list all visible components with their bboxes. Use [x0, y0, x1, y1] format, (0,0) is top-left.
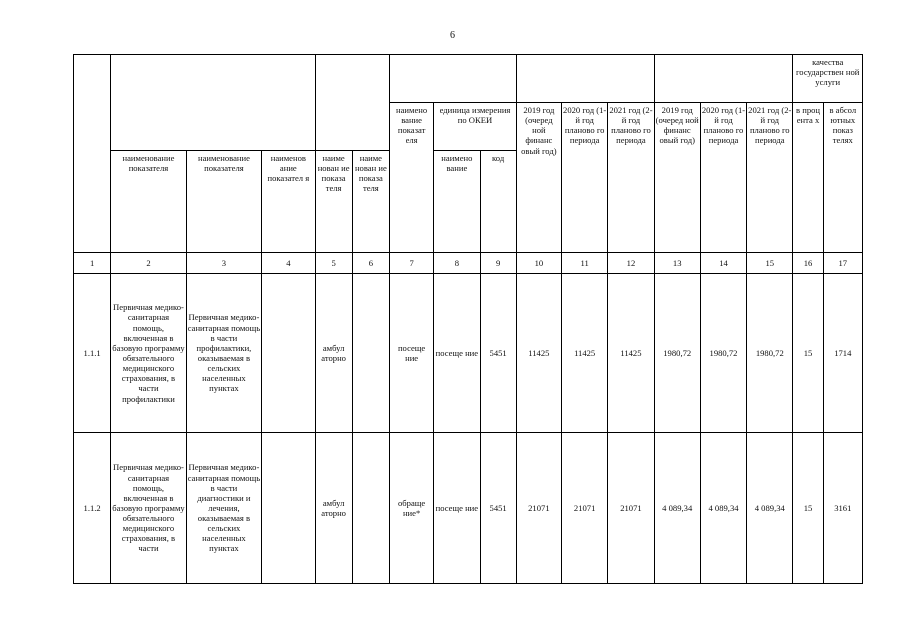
header-cell-5: наиме нован ие показа теля: [315, 151, 352, 253]
value-cell: 21071: [516, 433, 561, 584]
header-cell-16: в проц ента х: [793, 103, 823, 253]
value-cell: 4 089,34: [700, 433, 746, 584]
header-cell-14: 2020 год (1-й год планово го периода: [700, 103, 746, 253]
table-cell: [352, 274, 389, 433]
table-cell: [262, 274, 315, 433]
page-number: 6: [450, 30, 455, 41]
table-cell: [352, 433, 389, 584]
column-number: 5: [315, 253, 352, 274]
column-number: 8: [434, 253, 480, 274]
deviation-percent-cell: 15: [793, 274, 823, 433]
value-cell: 4 089,34: [747, 433, 793, 584]
column-number: 14: [700, 253, 746, 274]
service-name-cell: Первичная медико-санитарная помощь, включенная в базовую программу обязательного медицинского страхования, в части: [111, 433, 186, 584]
service-name-cell: Первичная медико-санитарная помощь в части профилактики, оказываемая в сельских населенных пунктах: [186, 274, 261, 433]
value-cell: 1980,72: [700, 274, 746, 433]
row-code: 1.1.1: [74, 274, 111, 433]
conditions-cell: амбул аторно: [315, 433, 352, 584]
header-group-indicator: [389, 55, 516, 103]
header-cell-17: в абсол ютных показ телях: [823, 103, 862, 253]
column-number: 6: [352, 253, 389, 274]
header-group-volume: [516, 55, 654, 103]
conditions-cell: амбул аторно: [315, 274, 352, 433]
column-number: 15: [747, 253, 793, 274]
value-cell: 11425: [562, 274, 608, 433]
unit-name-cell: посеще ние: [434, 274, 480, 433]
header-cell-9: код: [480, 151, 516, 253]
deviation-absolute-cell: 1714: [823, 274, 862, 433]
value-cell: 1980,72: [654, 274, 700, 433]
table-cell: [262, 433, 315, 584]
header-cell-6: наиме нован ие показа теля: [352, 151, 389, 253]
table-row: [74, 274, 863, 433]
deviation-absolute-cell: 3161: [823, 433, 862, 584]
service-name-cell: Первичная медико-санитарная помощь в части диагностики и лечения, оказываемая в сельских населенных пунктах: [186, 433, 261, 584]
header-group-fee: [654, 55, 793, 103]
column-number: 16: [793, 253, 823, 274]
header-cell-12: 2021 год (2-й год планово го периода: [608, 103, 654, 253]
header-cell-8: наимено вание: [434, 151, 480, 253]
column-number-row: [74, 253, 863, 274]
header-cell-15: 2021 год (2-й год планово го периода: [747, 103, 793, 253]
header-cell-11: 2020 год (1-й год планово го периода: [562, 103, 608, 253]
service-volume-table: [73, 54, 863, 584]
unit-code-cell: 5451: [480, 433, 516, 584]
value-cell: 11425: [608, 274, 654, 433]
column-number: 1: [74, 253, 111, 274]
value-cell: 21071: [562, 433, 608, 584]
header-cell-13: 2019 год (очеред ной финанс овый год): [654, 103, 700, 253]
header-unit-group: единица измерения по ОКЕИ: [434, 103, 517, 151]
header-cell-1: [74, 55, 111, 253]
column-number: 7: [389, 253, 433, 274]
value-cell: 21071: [608, 433, 654, 584]
header-cell-3: наименование показателя: [186, 151, 261, 253]
value-cell: 11425: [516, 274, 561, 433]
header-cell-2: наименование показателя: [111, 151, 186, 253]
column-number: 4: [262, 253, 315, 274]
value-cell: 1980,72: [747, 274, 793, 433]
column-number: 12: [608, 253, 654, 274]
header-quality-group: качества государствен ной услуги: [793, 55, 863, 103]
unit-code-cell: 5451: [480, 274, 516, 433]
unit-name-cell: посеще ние: [434, 433, 480, 584]
header-cell-4: наименов ание показател я: [262, 151, 315, 253]
header-cell-10: 2019 год (очеред ной финанс овый год): [516, 103, 561, 253]
service-name-cell: Первичная медико-санитарная помощь, включенная в базовую программу обязательного медицинского страхования, в части профилактики: [111, 274, 186, 433]
header-group-content: [111, 55, 315, 151]
header-group-conditions: [315, 55, 389, 151]
deviation-percent-cell: 15: [793, 433, 823, 584]
table-row: [74, 433, 863, 584]
header-row-1: [74, 55, 863, 103]
column-number: 2: [111, 253, 186, 274]
column-number: 9: [480, 253, 516, 274]
indicator-name-cell: обраще ние*: [389, 433, 433, 584]
value-cell: 4 089,34: [654, 433, 700, 584]
column-number: 13: [654, 253, 700, 274]
column-number: 11: [562, 253, 608, 274]
row-code: 1.1.2: [74, 433, 111, 584]
column-number: 17: [823, 253, 862, 274]
column-number: 3: [186, 253, 261, 274]
column-number: 10: [516, 253, 561, 274]
indicator-name-cell: посеще ние: [389, 274, 433, 433]
header-cell-7: наимено вание показат еля: [389, 103, 433, 253]
